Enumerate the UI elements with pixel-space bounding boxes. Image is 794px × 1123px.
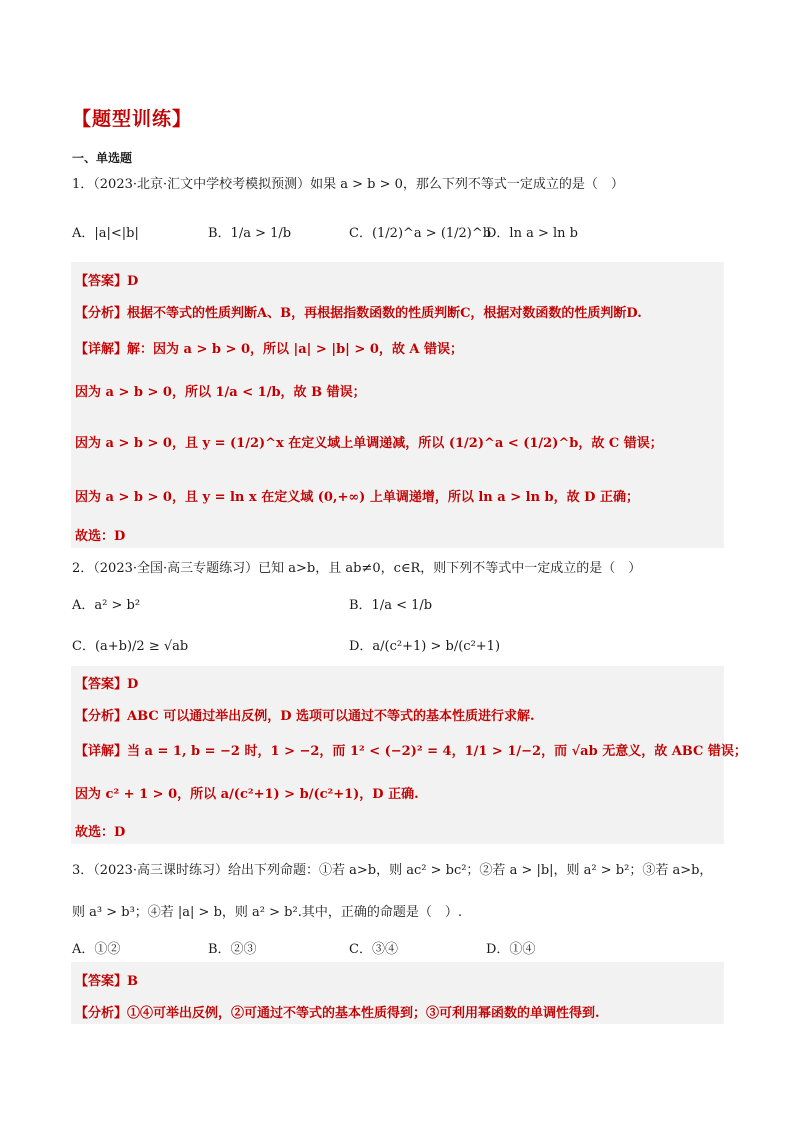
q2-option-c[interactable]: C．(a+b)/2 ≥ √ab xyxy=(72,639,189,654)
q2-answer: 【答案】D xyxy=(75,677,139,692)
q1-detail-4: 因为 a > b > 0，且 y = ln x 在定义域 (0,+∞) 上单调递增，所以 ln a > ln b，故 D 正确； xyxy=(75,490,639,505)
q3-option-b[interactable]: B．②③ xyxy=(208,942,257,957)
section-heading: 一、单选题 xyxy=(72,151,133,165)
q1-option-d[interactable]: D．ln a > ln b xyxy=(486,226,578,241)
q3-option-d[interactable]: D．①④ xyxy=(486,942,536,957)
q2-choose: 故选：D xyxy=(75,825,126,840)
q1-analysis: 【分析】根据不等式的性质判断A、B，再根据指数函数的性质判断C，根据对数函数的性质判断D. xyxy=(75,306,642,321)
q2-detail-2: 因为 c² + 1 > 0，所以 a/(c²+1) > b/(c²+1)，D 正确. xyxy=(75,787,419,802)
q1-stem: 1．（2023·北京·汇文中学校考模拟预测）如果 a > b > 0，那么下列不等式一定成立的是（ ） xyxy=(72,177,624,192)
q1-detail-2: 因为 a > b > 0，所以 1/a < 1/b，故 B 错误； xyxy=(75,385,366,400)
q2-detail-1: 【详解】当 a = 1, b = −2 时，1 > −2，而 1² < (−2)² = 4，1/1 > 1/−2，而 √ab 无意义，故 ABC 错误； xyxy=(75,744,747,759)
q3-stem-line-1: 3．（2023·高三课时练习）给出下列命题：①若 a>b，则 ac² > bc²；②若 a > |b|，则 a² > b²；③若 a>b， xyxy=(72,863,713,878)
q1-option-b[interactable]: B．1/a > 1/b xyxy=(208,226,292,241)
q2-analysis: 【分析】ABC 可以通过举出反例，D 选项可以通过不等式的基本性质进行求解. xyxy=(75,709,535,724)
q3-analysis: 【分析】①④可举出反例，②可通过不等式的基本性质得到；③可利用幂函数的单调性得到. xyxy=(75,1006,600,1021)
q2-solution-box xyxy=(71,666,747,844)
q3-option-a[interactable]: A．①② xyxy=(72,942,121,957)
q1-option-a[interactable]: A．|a|<|b| xyxy=(72,226,139,241)
q1-solution-box xyxy=(71,262,724,548)
q3-solution-box xyxy=(71,962,724,1024)
section-title: 【题型训练】 xyxy=(72,108,193,130)
q2-option-a[interactable]: A．a² > b² xyxy=(72,598,141,613)
q1-answer: 【答案】D xyxy=(75,274,139,289)
q3-stem-line-2: 则 a³ > b³；④若 |a| > b，则 a² > b².其中，正确的命题是（ ）. xyxy=(72,905,462,920)
q2-option-d[interactable]: D．a/(c²+1) > b/(c²+1) xyxy=(349,639,501,654)
q3-answer: 【答案】B xyxy=(75,974,139,989)
q1-choose: 故选：D xyxy=(75,529,126,544)
q2-stem: 2．（2023·全国·高三专题练习）已知 a>b，且 ab≠0，c∈R，则下列不等式中一定成立的是（ ） xyxy=(72,561,642,576)
q3-option-c[interactable]: C．③④ xyxy=(349,942,398,957)
q2-option-b[interactable]: B．1/a < 1/b xyxy=(349,598,433,613)
q1-option-c[interactable]: C．(1/2)^a > (1/2)^b xyxy=(349,226,492,241)
q1-detail-1: 【详解】解：因为 a > b > 0，所以 |a| > |b| > 0，故 A 错误； xyxy=(75,342,464,357)
q1-detail-3: 因为 a > b > 0，且 y = (1/2)^x 在定义域上单调递减，所以 (1/2)^a < (1/2)^b，故 C 错误； xyxy=(75,436,663,451)
